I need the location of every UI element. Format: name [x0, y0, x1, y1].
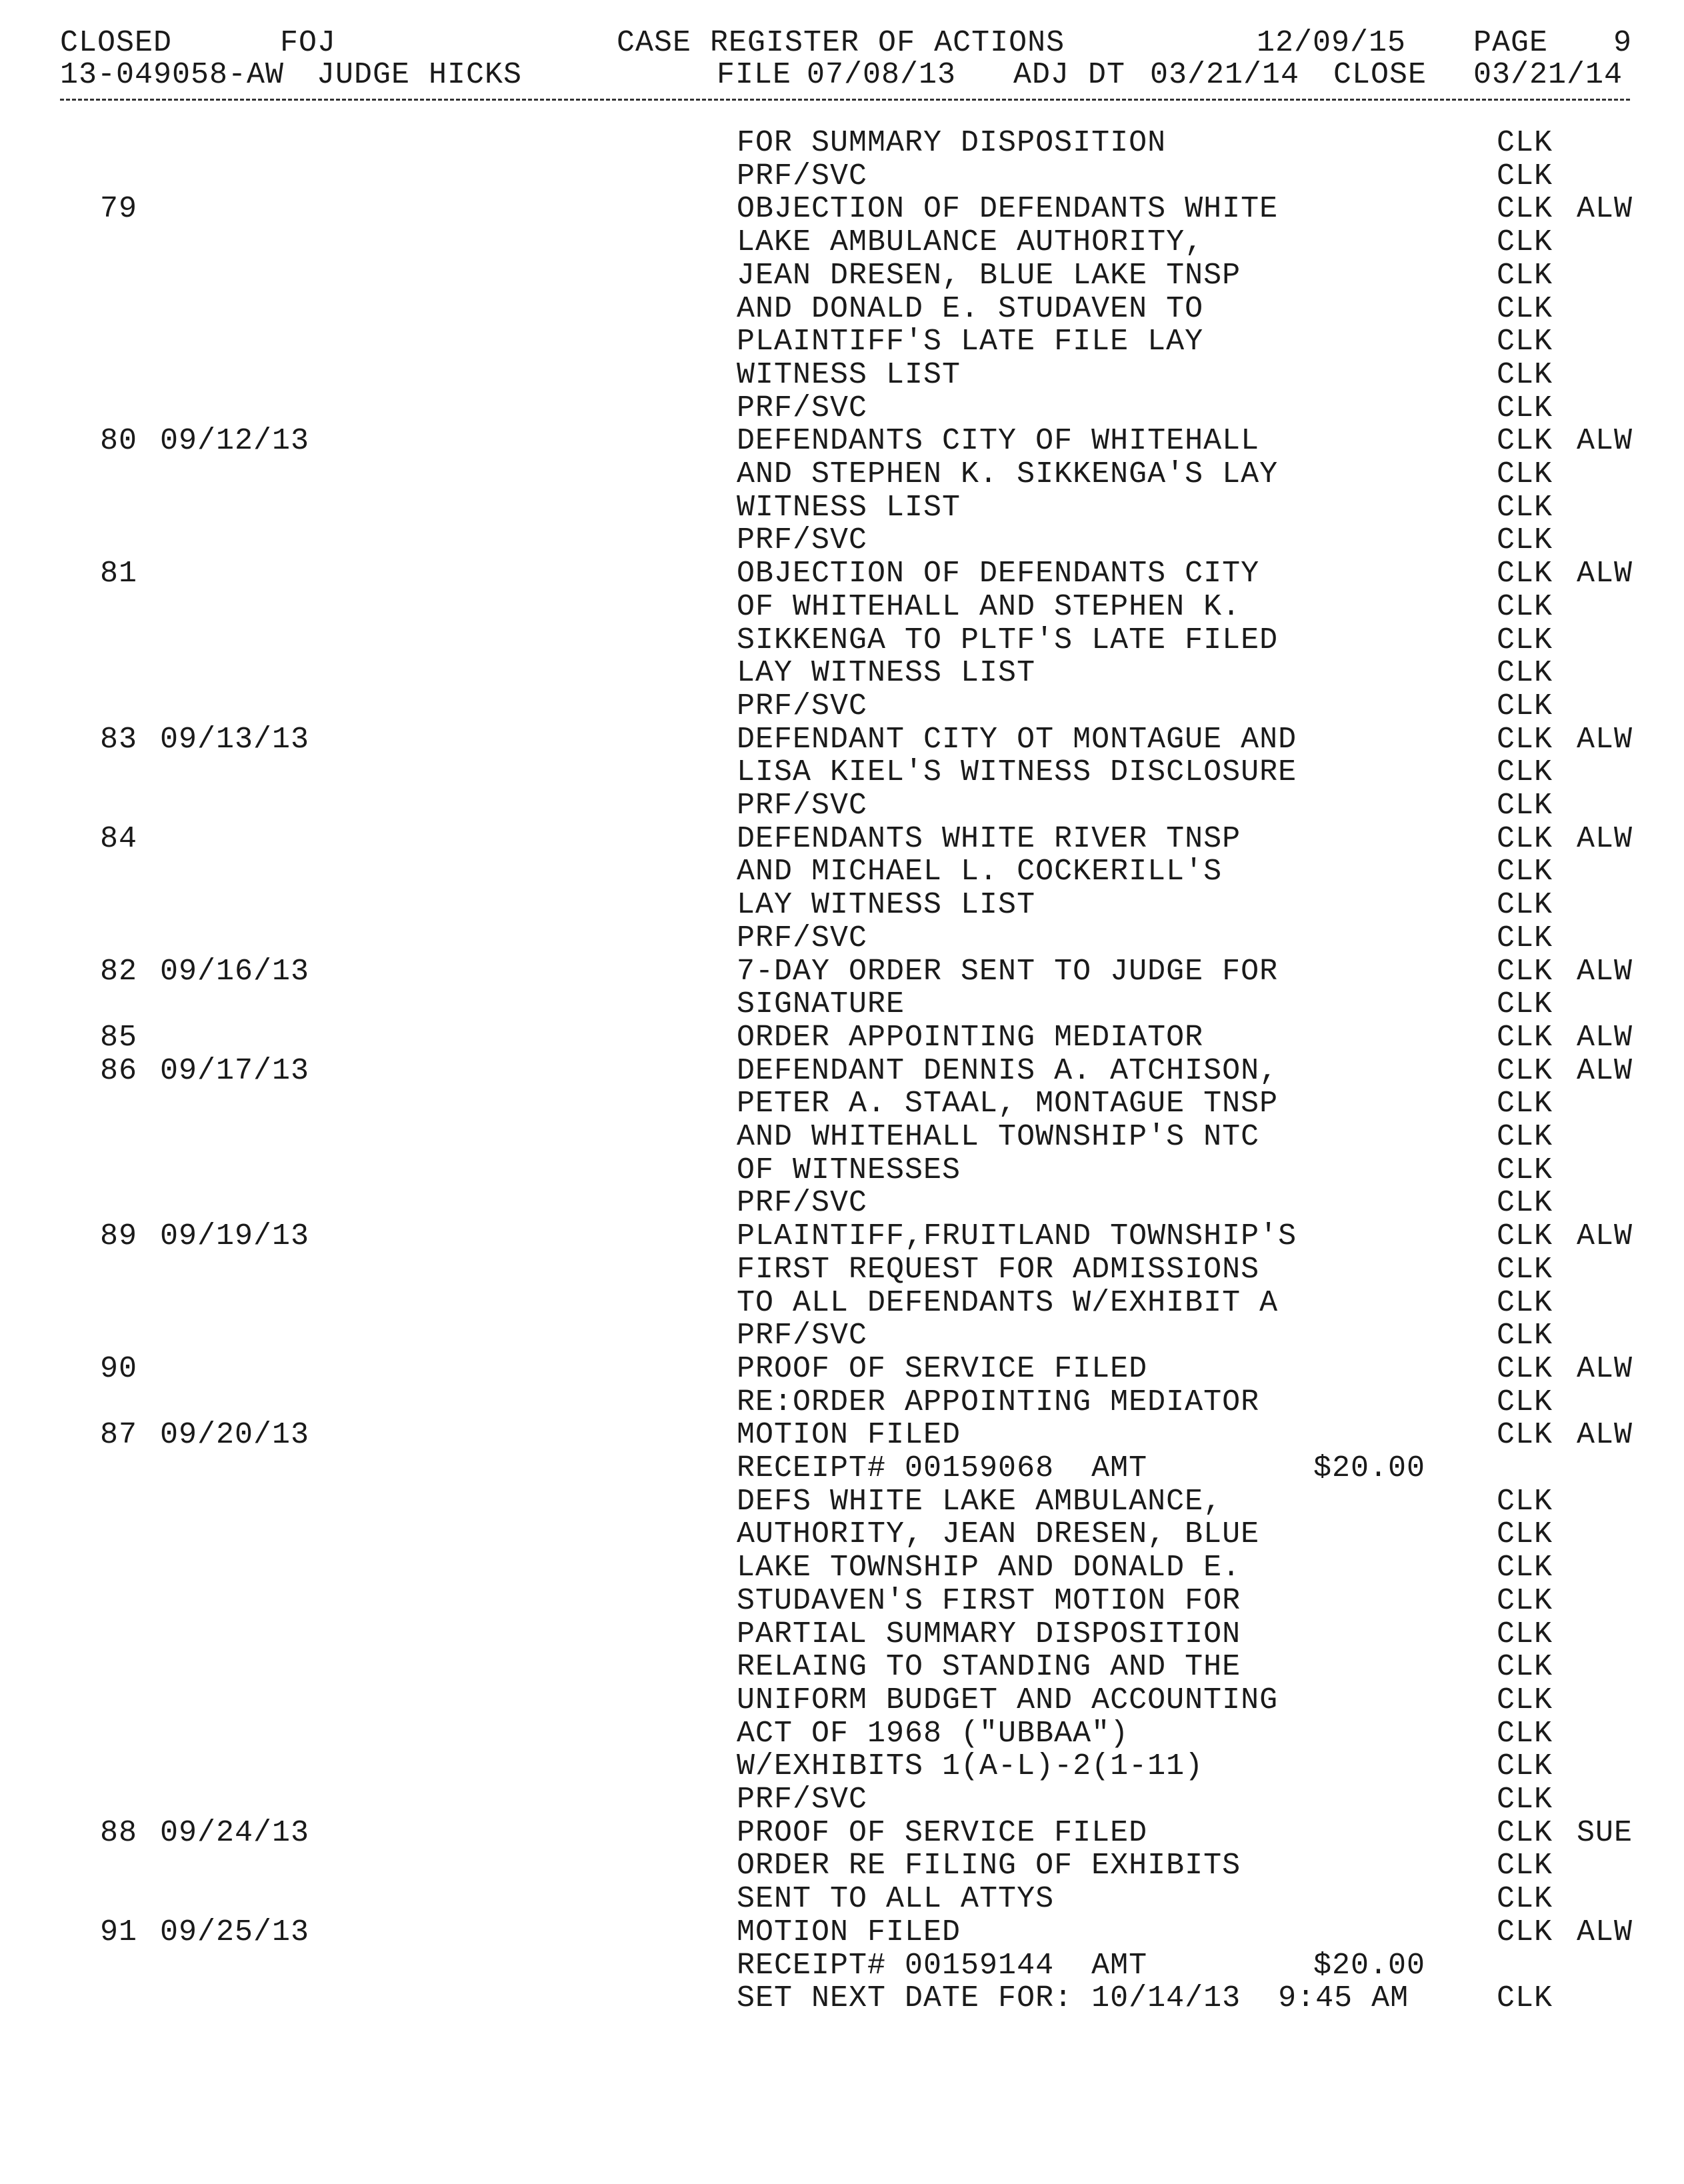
entry-clerk: CLK — [1497, 1418, 1553, 1453]
entry-description: FIRST REQUEST FOR ADMISSIONS — [737, 1252, 1260, 1287]
entry-clerk: CLK — [1497, 1683, 1553, 1717]
register-entry-row — [0, 1187, 1684, 1220]
register-entry-row — [0, 1121, 1684, 1154]
entry-description: PRF/SVC — [737, 789, 868, 823]
entry-amount: $20.00 — [1313, 1451, 1426, 1485]
entry-clerk: CLK — [1497, 1385, 1553, 1419]
entry-description: RE:ORDER APPOINTING MEDIATOR — [737, 1385, 1260, 1419]
entry-description: DEFENDANTS WHITE RIVER TNSP — [737, 821, 1241, 856]
entry-number: 80 — [100, 424, 138, 459]
register-entry-row — [0, 1916, 1684, 1949]
entry-clerk: CLK — [1497, 523, 1553, 558]
close-date: 03/21/14 — [1473, 58, 1623, 92]
register-entry-row — [0, 1055, 1684, 1088]
entry-clerk: CLK — [1497, 357, 1553, 392]
entry-description: SENT TO ALL ATTYS — [737, 1882, 1055, 1917]
entry-date: 09/16/13 — [160, 954, 310, 989]
entry-description: ORDER RE FILING OF EXHIBITS — [737, 1849, 1241, 1883]
entry-clerk: CLK — [1497, 1849, 1553, 1883]
register-entry-row — [0, 756, 1684, 789]
entry-description: RELAING TO STANDING AND THE — [737, 1650, 1241, 1685]
entry-clerk: CLK — [1497, 1087, 1553, 1121]
entry-clerk: CLK — [1497, 1915, 1553, 1949]
entry-description: PRF/SVC — [737, 921, 868, 955]
register-entry-row — [0, 127, 1684, 160]
entry-date: 09/19/13 — [160, 1219, 310, 1254]
entry-number: 86 — [100, 1053, 138, 1088]
entry-description: PRF/SVC — [737, 1186, 868, 1221]
entry-clerk: CLK — [1497, 258, 1553, 293]
register-entry-row — [0, 1883, 1684, 1916]
register-entry-row — [0, 1849, 1684, 1883]
register-entry-row — [0, 524, 1684, 557]
register-entry-row — [0, 1949, 1684, 1983]
entry-number: 90 — [100, 1351, 138, 1386]
close-label: CLOSE — [1333, 58, 1427, 92]
entry-description: WITNESS LIST — [737, 357, 961, 392]
entry-description: AUTHORITY, JEAN DRESEN, BLUE — [737, 1517, 1260, 1552]
entry-clerk: CLK — [1497, 490, 1553, 525]
register-title: CASE REGISTER OF ACTIONS — [617, 26, 1065, 60]
register-entry-row — [0, 855, 1684, 889]
entry-date: 09/20/13 — [160, 1418, 310, 1453]
entry-description: PRF/SVC — [737, 159, 868, 193]
entry-clerk: CLK — [1497, 1319, 1553, 1353]
entry-amount: $20.00 — [1313, 1948, 1426, 1983]
entry-user: ALW — [1577, 1915, 1633, 1949]
entry-clerk: CLK — [1497, 656, 1553, 691]
print-date: 12/09/15 — [1257, 26, 1407, 60]
register-entry-row — [0, 789, 1684, 823]
entry-user: ALW — [1577, 1219, 1633, 1254]
entry-description: TO ALL DEFENDANTS W/EXHIBIT A — [737, 1285, 1279, 1320]
entry-clerk: CLK — [1497, 1882, 1553, 1917]
entry-user: ALW — [1577, 954, 1633, 989]
entry-clerk: CLK — [1497, 623, 1553, 657]
entry-clerk: CLK — [1497, 789, 1553, 823]
entry-user: SUE — [1577, 1815, 1633, 1850]
entry-description: PROOF OF SERVICE FILED — [737, 1351, 1148, 1386]
register-entry-row — [0, 1618, 1684, 1651]
entry-description: PRF/SVC — [737, 523, 868, 558]
entry-clerk: CLK — [1497, 424, 1553, 459]
entry-description: SET NEXT DATE FOR: 10/14/13 9:45 AM — [737, 1981, 1409, 2016]
entry-user: ALW — [1577, 1053, 1633, 1088]
register-entry-row — [0, 823, 1684, 856]
entry-clerk: CLK — [1497, 1219, 1553, 1254]
entry-clerk: CLK — [1497, 291, 1553, 326]
entry-clerk: CLK — [1497, 1285, 1553, 1320]
entry-description: OF WITNESSES — [737, 1153, 961, 1187]
entry-clerk: CLK — [1497, 1617, 1553, 1651]
register-entry-row — [0, 1319, 1684, 1353]
register-entry-row — [0, 1386, 1684, 1419]
entry-clerk: CLK — [1497, 159, 1553, 193]
entry-clerk: CLK — [1497, 126, 1553, 160]
register-entry-row — [0, 1253, 1684, 1287]
entry-description: DEFENDANT CITY OT MONTAGUE AND — [737, 722, 1297, 757]
entry-description: AND MICHAEL L. COCKERILL'S — [737, 855, 1223, 889]
entry-clerk: CLK — [1497, 987, 1553, 1022]
entry-description: PRF/SVC — [737, 689, 868, 723]
entry-description: AND DONALD E. STUDAVEN TO — [737, 291, 1204, 326]
entry-clerk: CLK — [1497, 1749, 1553, 1784]
entry-description: STUDAVEN'S FIRST MOTION FOR — [737, 1583, 1241, 1618]
entry-clerk: CLK — [1497, 1186, 1553, 1221]
entry-clerk: CLK — [1497, 1351, 1553, 1386]
entry-user: ALW — [1577, 1020, 1633, 1055]
entry-clerk: CLK — [1497, 1020, 1553, 1055]
entry-description: WITNESS LIST — [737, 490, 961, 525]
register-entry-row — [0, 392, 1684, 425]
entry-user: ALW — [1577, 424, 1633, 459]
entry-description: OBJECTION OF DEFENDANTS WHITE — [737, 192, 1279, 227]
entry-clerk: CLK — [1497, 1981, 1553, 2016]
register-entry-row — [0, 458, 1684, 491]
register-entry-row — [0, 988, 1684, 1021]
register-entry-row — [0, 557, 1684, 591]
entry-description: DEFENDANTS CITY OF WHITEHALL — [737, 424, 1260, 459]
entry-date: 09/12/13 — [160, 424, 310, 459]
entry-user: ALW — [1577, 192, 1633, 227]
entry-description: LISA KIEL'S WITNESS DISCLOSURE — [737, 755, 1297, 790]
register-entry-row — [0, 1518, 1684, 1551]
entry-description: MOTION FILED — [737, 1418, 961, 1453]
register-entry-row — [0, 1452, 1684, 1485]
entry-description: OF WHITEHALL AND STEPHEN K. — [737, 589, 1241, 624]
case-number: 13-049058-AW — [60, 58, 285, 92]
register-entry-row — [0, 1287, 1684, 1320]
register-entry-row — [0, 1585, 1684, 1618]
entry-clerk: CLK — [1497, 1716, 1553, 1751]
entry-description: JEAN DRESEN, BLUE LAKE TNSP — [737, 258, 1241, 293]
entry-clerk: CLK — [1497, 557, 1553, 591]
entry-description: RECEIPT# 00159144 AMT — [737, 1948, 1148, 1983]
entry-number: 91 — [100, 1915, 138, 1949]
entry-description: PLAINTIFF'S LATE FILE LAY — [737, 325, 1204, 359]
register-entry-row — [0, 1783, 1684, 1817]
entry-description: LAKE TOWNSHIP AND DONALD E. — [737, 1551, 1241, 1585]
entry-clerk: CLK — [1497, 755, 1553, 790]
register-entry-row — [0, 1817, 1684, 1850]
register-entry-row — [0, 293, 1684, 326]
entry-description: DEFS WHITE LAKE AMBULANCE, — [737, 1484, 1223, 1519]
entry-description: W/EXHIBITS 1(A-L)-2(1-11) — [737, 1749, 1204, 1784]
entry-description: LAY WITNESS LIST — [737, 656, 1036, 691]
entry-clerk: CLK — [1497, 192, 1553, 227]
entry-description: SIGNATURE — [737, 987, 905, 1022]
register-entry-row — [0, 359, 1684, 392]
register-entry-row — [0, 160, 1684, 193]
register-entry-row — [0, 1485, 1684, 1519]
entry-clerk: CLK — [1497, 722, 1553, 757]
entry-description: PROOF OF SERVICE FILED — [737, 1815, 1148, 1850]
page-number: 9 — [1613, 26, 1633, 60]
register-entry-row — [0, 591, 1684, 624]
entry-description: SIKKENGA TO PLTF'S LATE FILED — [737, 623, 1279, 657]
entry-description: OBJECTION OF DEFENDANTS CITY — [737, 557, 1260, 591]
register-entry-row — [0, 193, 1684, 226]
case-type: FOJ — [280, 26, 337, 60]
entry-clerk: CLK — [1497, 391, 1553, 425]
register-entry-row — [0, 1684, 1684, 1717]
entry-description: AND STEPHEN K. SIKKENGA'S LAY — [737, 457, 1279, 491]
entry-clerk: CLK — [1497, 1815, 1553, 1850]
entry-description: LAKE AMBULANCE AUTHORITY, — [737, 225, 1204, 260]
register-entry-row — [0, 1220, 1684, 1253]
entry-number: 82 — [100, 954, 138, 989]
entry-number: 81 — [100, 557, 138, 591]
entry-user: ALW — [1577, 557, 1633, 591]
entry-number: 85 — [100, 1020, 138, 1055]
entry-clerk: CLK — [1497, 225, 1553, 260]
entry-clerk: CLK — [1497, 1053, 1553, 1088]
register-entry-row — [0, 226, 1684, 259]
register-entry-row — [0, 259, 1684, 293]
entry-clerk: CLK — [1497, 1650, 1553, 1685]
file-label: FILE — [717, 58, 792, 92]
entry-number: 79 — [100, 192, 138, 227]
entry-clerk: CLK — [1497, 1153, 1553, 1187]
entry-clerk: CLK — [1497, 589, 1553, 624]
entry-description: 7-DAY ORDER SENT TO JUDGE FOR — [737, 954, 1279, 989]
entry-user: ALW — [1577, 821, 1633, 856]
register-entry-row — [0, 491, 1684, 525]
entry-description: ORDER APPOINTING MEDIATOR — [737, 1020, 1204, 1055]
entry-description: PARTIAL SUMMARY DISPOSITION — [737, 1617, 1241, 1651]
register-entry-row — [0, 1651, 1684, 1684]
register-entry-row — [0, 1750, 1684, 1783]
entry-clerk: CLK — [1497, 1517, 1553, 1552]
adj-date: 03/21/14 — [1150, 58, 1300, 92]
entry-description: DEFENDANT DENNIS A. ATCHISON, — [737, 1053, 1279, 1088]
entry-clerk: CLK — [1497, 821, 1553, 856]
entry-number: 89 — [100, 1219, 138, 1254]
entry-date: 09/13/13 — [160, 722, 310, 757]
entry-description: PRF/SVC — [737, 391, 868, 425]
entry-user: ALW — [1577, 722, 1633, 757]
entry-clerk: CLK — [1497, 855, 1553, 889]
register-entry-row — [0, 1087, 1684, 1121]
entry-number: 87 — [100, 1418, 138, 1453]
entry-clerk: CLK — [1497, 888, 1553, 923]
entry-description: FOR SUMMARY DISPOSITION — [737, 126, 1167, 160]
entry-description: PRF/SVC — [737, 1783, 868, 1817]
register-entry-row — [0, 723, 1684, 757]
page-label: PAGE — [1473, 26, 1549, 60]
entry-number: 88 — [100, 1815, 138, 1850]
judge-name: JUDGE HICKS — [317, 58, 523, 92]
entry-description: ACT OF 1968 ("UBBAA") — [737, 1716, 1129, 1751]
entry-clerk: CLK — [1497, 1484, 1553, 1519]
entry-description: PLAINTIFF,FRUITLAND TOWNSHIP'S — [737, 1219, 1297, 1254]
adj-label: ADJ DT — [1013, 58, 1126, 92]
register-entry-row — [0, 1419, 1684, 1452]
entry-clerk: CLK — [1497, 921, 1553, 955]
register-entry-row — [0, 657, 1684, 690]
entry-description: PETER A. STAAL, MONTAGUE TNSP — [737, 1087, 1279, 1121]
register-entry-row — [0, 1717, 1684, 1751]
entry-clerk: CLK — [1497, 1120, 1553, 1154]
entry-description: PRF/SVC — [737, 1319, 868, 1353]
register-entry-row — [0, 1353, 1684, 1386]
file-date: 07/08/13 — [807, 58, 957, 92]
register-entry-row — [0, 425, 1684, 458]
entry-clerk: CLK — [1497, 457, 1553, 491]
entry-description: MOTION FILED — [737, 1915, 961, 1949]
entry-user: ALW — [1577, 1418, 1633, 1453]
entry-clerk: CLK — [1497, 1583, 1553, 1618]
entry-description: LAY WITNESS LIST — [737, 888, 1036, 923]
register-entry-row — [0, 889, 1684, 922]
register-entry-row — [0, 922, 1684, 955]
entry-clerk: CLK — [1497, 689, 1553, 723]
register-entry-row — [0, 624, 1684, 657]
entry-date: 09/24/13 — [160, 1815, 310, 1850]
register-entry-row — [0, 325, 1684, 359]
entry-user: ALW — [1577, 1351, 1633, 1386]
entry-description: UNIFORM BUDGET AND ACCOUNTING — [737, 1683, 1279, 1717]
entry-date: 09/25/13 — [160, 1915, 310, 1949]
register-entry-row — [0, 955, 1684, 989]
entry-clerk: CLK — [1497, 954, 1553, 989]
entry-number: 83 — [100, 722, 138, 757]
register-entry-row — [0, 1551, 1684, 1585]
register-entry-row — [0, 1021, 1684, 1055]
entry-description: RECEIPT# 00159068 AMT — [737, 1451, 1148, 1485]
entry-clerk: CLK — [1497, 1783, 1553, 1817]
case-status: CLOSED — [60, 26, 173, 60]
register-entry-row — [0, 1982, 1684, 2015]
register-entry-row — [0, 1154, 1684, 1187]
register-entry-row — [0, 690, 1684, 723]
entry-clerk: CLK — [1497, 1252, 1553, 1287]
entry-number: 84 — [100, 821, 138, 856]
entry-clerk: CLK — [1497, 325, 1553, 359]
header-divider — [60, 99, 1630, 101]
entry-date: 09/17/13 — [160, 1053, 310, 1088]
entry-clerk: CLK — [1497, 1551, 1553, 1585]
entry-description: AND WHITEHALL TOWNSHIP'S NTC — [737, 1120, 1260, 1154]
